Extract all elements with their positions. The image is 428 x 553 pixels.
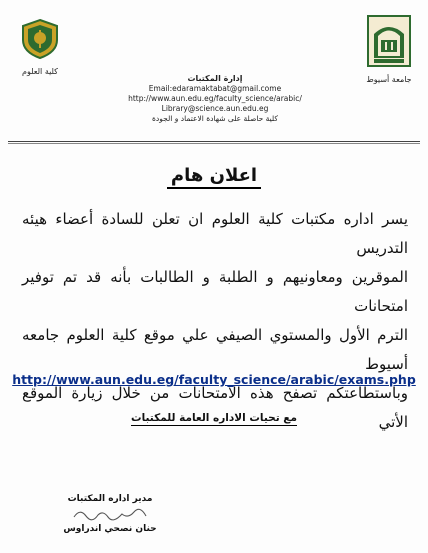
department-name: إدارة المكتبات [187, 74, 243, 83]
header-divider [8, 141, 420, 144]
signature-block [60, 492, 160, 536]
body-line-1: يسر اداره مكتبات كلية العلوم ان تعلن للسادة أعضاء هيئه التدريس [22, 210, 408, 257]
handwritten-signature-icon [70, 506, 150, 522]
body-line-3: الترم الأول والمستوي الصيفي علي موقع كلية العلوم جامعه أسيوط [22, 326, 408, 373]
announcement-body [22, 205, 408, 437]
assiut-university-logo-icon [366, 14, 412, 68]
exams-link[interactable]: http://www.aun.edu.eg/faculty_science/arabic/exams.php [12, 372, 416, 387]
header-contact-block [110, 74, 320, 124]
body-line-4: وباستطاعتكم تصفح هذه الامتحانات من خلال زيارة الموقع الأتي [22, 384, 408, 431]
signatory-position: مدير اداره المكتبات [67, 494, 153, 504]
faculty-of-science-logo-block [12, 18, 68, 76]
accreditation-note: كلية حاصلة على شهادة الاعتماد و الجودة [152, 114, 278, 123]
library-email: Library@science.aun.edu.eg [161, 104, 269, 113]
announcement-title: اعلان هام [167, 165, 261, 189]
assiut-university-logo-block [360, 14, 418, 84]
announcement-title-wrap [0, 165, 428, 186]
closing-greeting-wrap [0, 412, 428, 424]
faculty-website: http://www.aun.edu.eg/faculty_science/arabic/ [128, 94, 302, 103]
signatory-name: حنان نصحي اندراوس [63, 524, 157, 534]
body-line-2: الموقرين ومعاونيهم و الطلبة و الطالبات بأنه قد تم توفير امتحانات [22, 268, 408, 315]
closing-greeting: مع تحيات الاداره العامة للمكتبات [131, 412, 297, 424]
assiut-university-caption: جامعة أسيوط [366, 75, 412, 84]
contact-email: Email:edaramaktabat@gmail.come [148, 84, 282, 93]
faculty-of-science-logo-icon [20, 18, 60, 60]
faculty-of-science-caption: كلية العلوم [22, 67, 58, 76]
